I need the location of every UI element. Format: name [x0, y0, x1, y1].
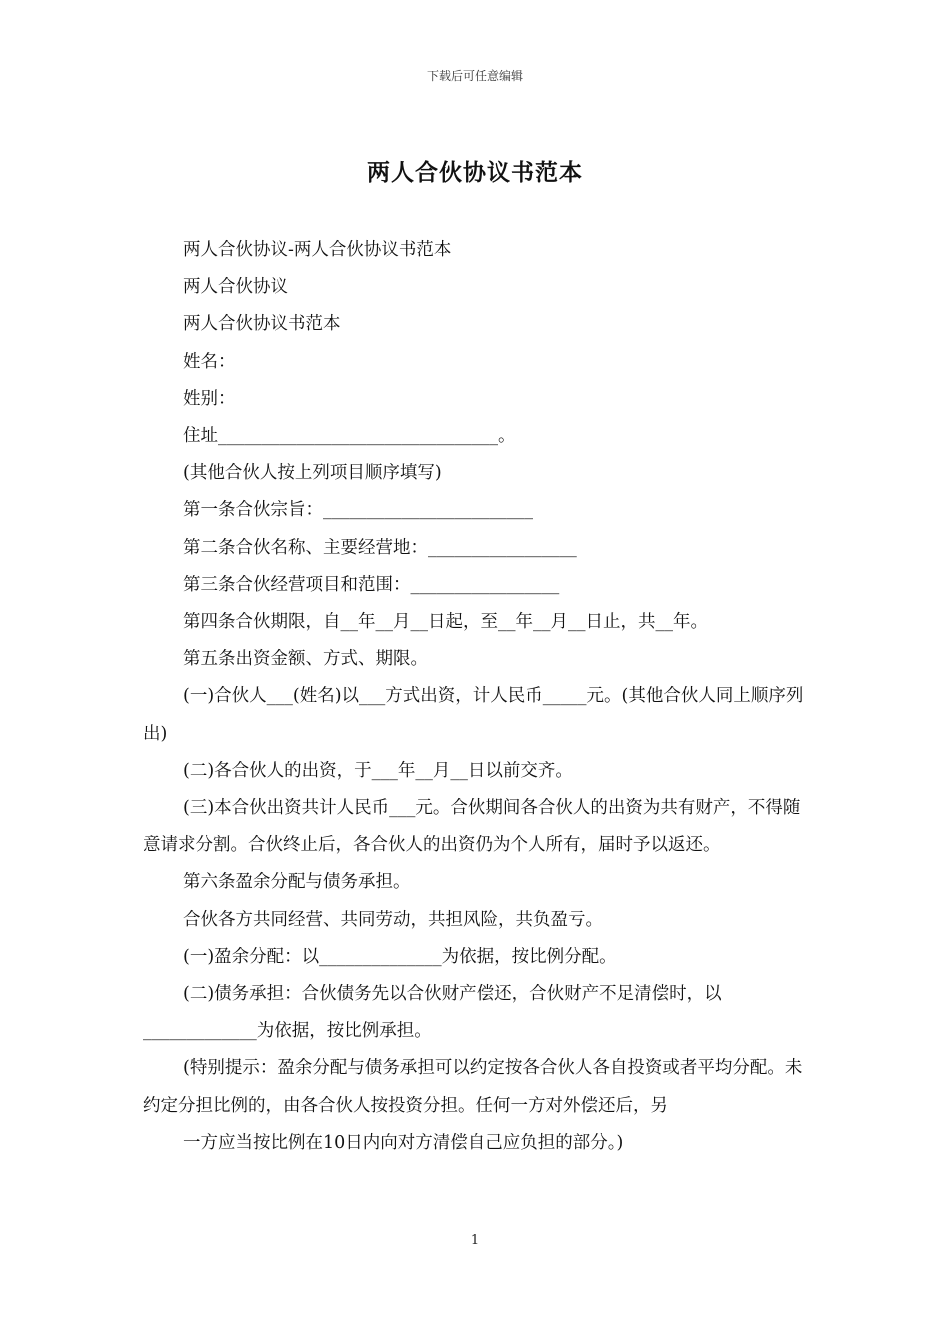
paragraph: 第一条合伙宗旨：________________________ [183, 500, 533, 521]
paragraph: 合伙各方共同经营、共同劳动，共担风险，共负盈亏。 [183, 909, 603, 930]
header-note: 下载后可任意编辑 [426, 69, 523, 83]
paragraph: (一)合伙人___(姓名)以___方式出资，计人民币_____元。(其他合伙人同上顺序列出) [143, 686, 804, 744]
paragraph: (二)各合伙人的出资，于___年__月__日以前交齐。 [183, 760, 573, 781]
paragraph: (其他合伙人按上列项目顺序填写) [183, 463, 442, 484]
paragraph: 一方应当按比例在10日内向对方清偿自己应负担的部分。) [183, 1132, 624, 1153]
paragraph: 姓名： [183, 351, 236, 372]
paragraph: 两人合伙协议-两人合伙协议书范本 [183, 240, 452, 260]
paragraph: 第三条合伙经营项目和范围：_________________ [183, 574, 560, 595]
document-title: 两人合伙协议书范本 [367, 159, 583, 186]
paragraph: 第六条盈余分配与债务承担。 [183, 872, 411, 893]
paragraph: 第四条合伙期限，自__年__月__日起，至__年__月__日止，共__年。 [183, 612, 708, 633]
paragraph: (一)盈余分配：以______________为依据，按比例分配。 [183, 946, 617, 967]
document-body [143, 232, 807, 1162]
paragraph: 两人合伙协议 [183, 277, 288, 298]
paragraph: 两人合伙协议书范本 [183, 314, 341, 335]
paragraph: 第五条出资金额、方式、期限。 [183, 649, 428, 670]
paragraph: (二)债务承担：合伙债务先以合伙财产偿还，合伙财产不足清偿时，以_____________为依据，按比例承担。 [143, 984, 722, 1042]
paragraph: 住址________________________________。 [183, 426, 516, 447]
page-number: 1 [470, 1233, 480, 1248]
paragraph: (三)本合伙出资共计人民币___元。合伙期间各合伙人的出资为共有财产，不得随意请求分割。合伙终止后，各合伙人的出资仍为个人所有，届时予以返还。 [143, 798, 801, 856]
paragraph: 姓别： [183, 388, 236, 409]
paragraph: (特别提示：盈余分配与债务承担可以约定按各合伙人各自投资或者平均分配。未约定分担比例的，由各合伙人按投资分担。任何一方对外偿还后，另 [143, 1058, 803, 1116]
paragraph: 第二条合伙名称、主要经营地：_________________ [183, 537, 577, 558]
